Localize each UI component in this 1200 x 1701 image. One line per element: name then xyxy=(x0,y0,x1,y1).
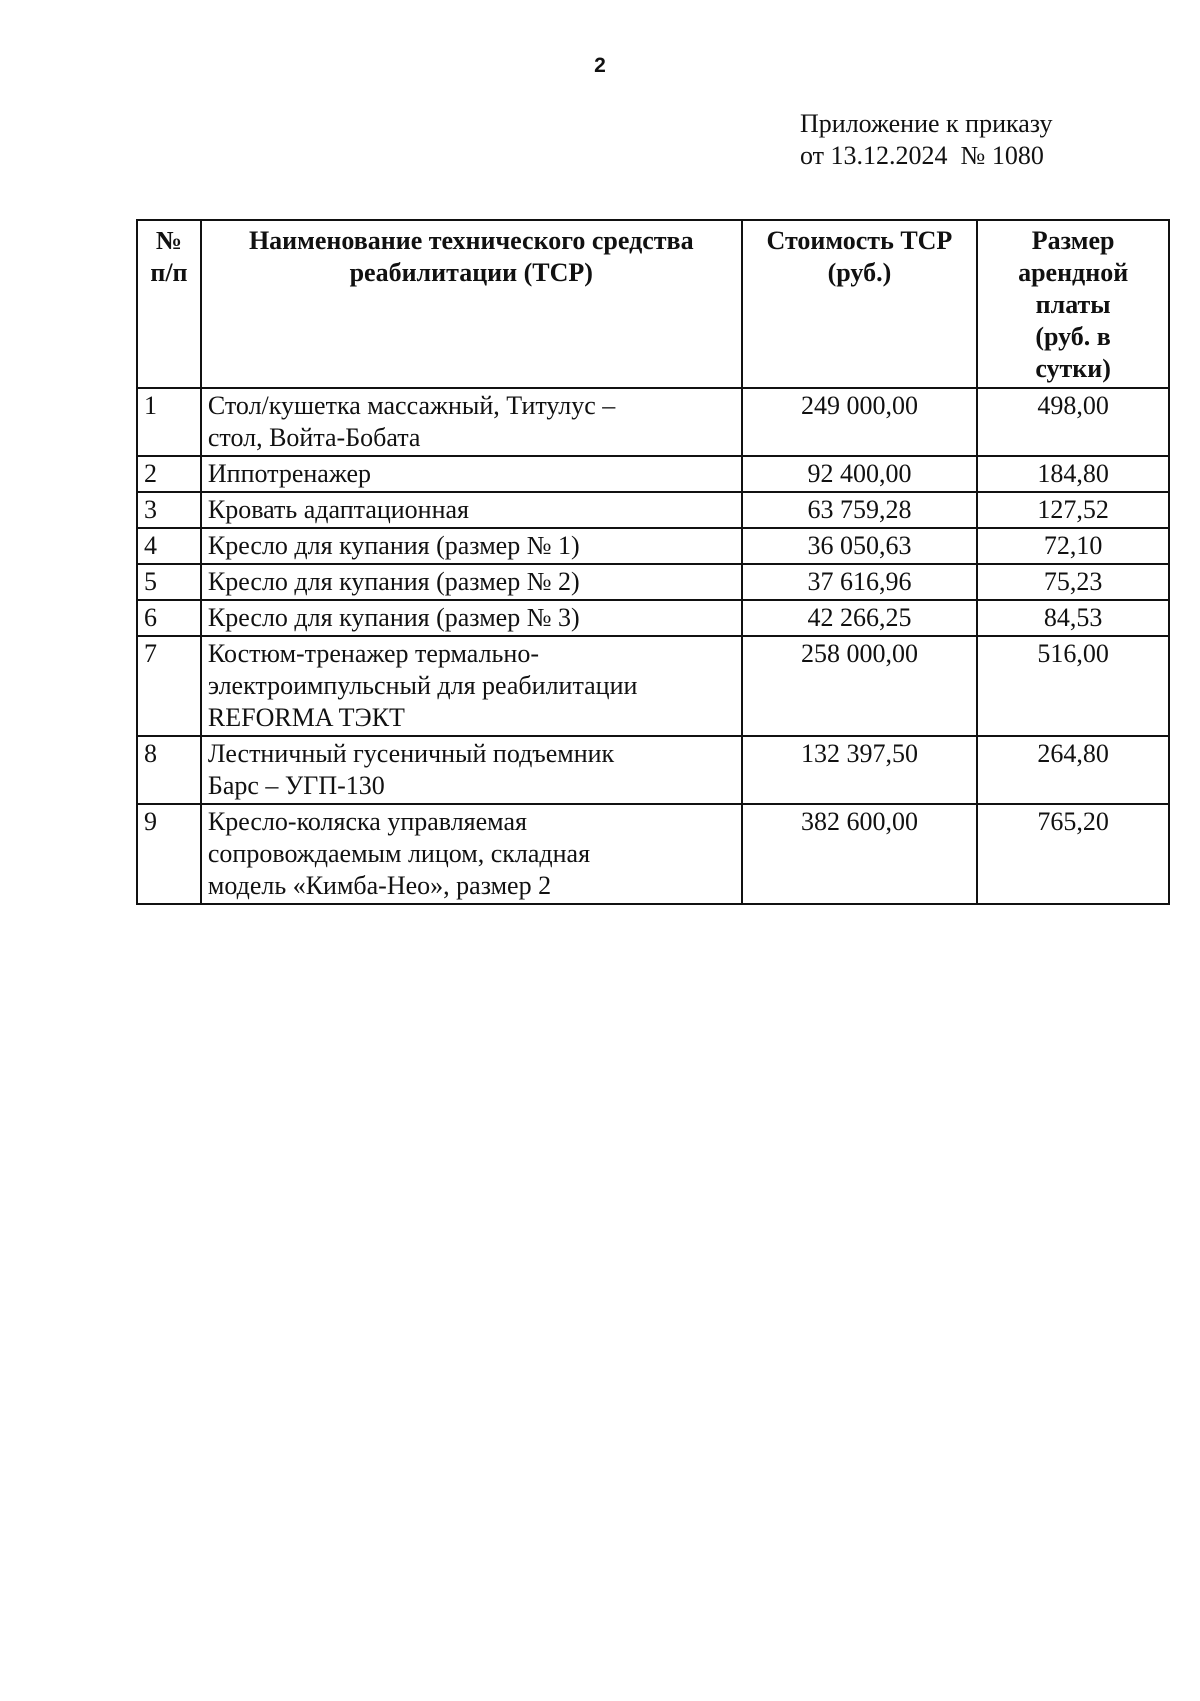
row-rent: 765,20 xyxy=(977,804,1169,904)
row-cost: 42 266,25 xyxy=(742,600,978,636)
table-header-row xyxy=(137,220,1169,388)
row-number: 5 xyxy=(137,564,201,600)
row-rent: 516,00 xyxy=(977,636,1169,736)
row-rent: 127,52 xyxy=(977,492,1169,528)
table-row xyxy=(137,388,1169,456)
table-row xyxy=(137,492,1169,528)
row-rent: 84,53 xyxy=(977,600,1169,636)
row-cost: 258 000,00 xyxy=(742,636,978,736)
table-row xyxy=(137,600,1169,636)
row-name: Кресло-коляска управляемая сопровождаемым лицом, складная модель «Кимба-Нео», размер 2 xyxy=(201,804,742,904)
row-number: 9 xyxy=(137,804,201,904)
table-row xyxy=(137,804,1169,904)
row-number: 3 xyxy=(137,492,201,528)
table-row xyxy=(137,564,1169,600)
appendix-line-2: от 13.12.2024 № 1080 xyxy=(800,141,1044,170)
row-rent: 264,80 xyxy=(977,736,1169,804)
row-rent: 184,80 xyxy=(977,456,1169,492)
row-name: Иппотренажер xyxy=(201,456,742,492)
row-name: Кресло для купания (размер № 2) xyxy=(201,564,742,600)
row-name: Кресло для купания (размер № 1) xyxy=(201,528,742,564)
row-name: Кресло для купания (размер № 3) xyxy=(201,600,742,636)
row-name: Кровать адаптационная xyxy=(201,492,742,528)
row-cost: 37 616,96 xyxy=(742,564,978,600)
header-name: Наименование технического средства реабилитации (ТСР) xyxy=(201,220,742,388)
row-number: 4 xyxy=(137,528,201,564)
header-number: № п/п xyxy=(137,220,201,388)
appendix-line-1: Приложение к приказу xyxy=(800,109,1053,138)
table-row xyxy=(137,528,1169,564)
row-rent: 75,23 xyxy=(977,564,1169,600)
header-cost: Стоимость ТСР (руб.) xyxy=(742,220,978,388)
row-rent: 72,10 xyxy=(977,528,1169,564)
row-cost: 132 397,50 xyxy=(742,736,978,804)
page-number: 2 xyxy=(594,54,606,77)
row-number: 1 xyxy=(137,388,201,456)
table-row xyxy=(137,736,1169,804)
table-row xyxy=(137,456,1169,492)
row-name: Стол/кушетка массажный, Титулус – стол, Войта-Бобата xyxy=(201,388,742,456)
row-name: Костюм-тренажер термально- электроимпульсный для реабилитации REFORMA ТЭКТ xyxy=(201,636,742,736)
row-rent: 498,00 xyxy=(977,388,1169,456)
row-cost: 249 000,00 xyxy=(742,388,978,456)
row-cost: 92 400,00 xyxy=(742,456,978,492)
row-number: 6 xyxy=(137,600,201,636)
row-cost: 36 050,63 xyxy=(742,528,978,564)
equipment-table xyxy=(136,219,1170,905)
row-cost: 382 600,00 xyxy=(742,804,978,904)
row-number: 7 xyxy=(137,636,201,736)
row-number: 8 xyxy=(137,736,201,804)
header-rent: Размер арендной платы (руб. в сутки) xyxy=(977,220,1169,388)
row-number: 2 xyxy=(137,456,201,492)
row-cost: 63 759,28 xyxy=(742,492,978,528)
row-name: Лестничный гусеничный подъемник Барс – УГП-130 xyxy=(201,736,742,804)
appendix-reference xyxy=(800,108,1053,172)
table-row xyxy=(137,636,1169,736)
